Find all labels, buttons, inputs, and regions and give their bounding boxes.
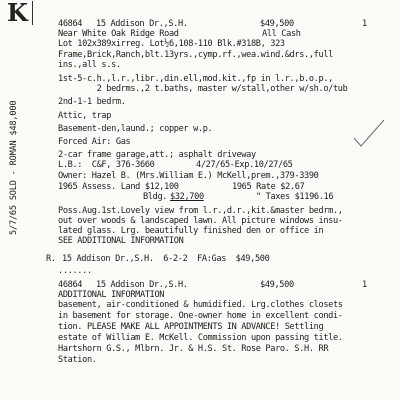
taxes: " Taxes $1196.16 bbox=[256, 192, 334, 202]
detail-line: 2nd-1-1 bedrm. bbox=[58, 97, 126, 107]
remarks-line: SEE ADDITIONAL INFORMATION bbox=[58, 236, 184, 246]
listing-number: 46864 bbox=[58, 19, 83, 29]
assessment-bldg-value: $32,700 bbox=[170, 192, 204, 202]
additional-info-line: in basement for storage. One-owner home in excellent condi- bbox=[58, 311, 343, 321]
handwritten-k-mark: K bbox=[7, 1, 33, 25]
detail-line: Lot 102x389xirreg. Lot½6,108-110 Blk.#318B, 323 bbox=[58, 39, 285, 49]
additional-info-line: basement, air-conditioned & humidified. Lrg.clothes closets bbox=[58, 300, 343, 310]
additional-info-heading: ADDITIONAL INFORMATION bbox=[58, 290, 165, 300]
sale-summary: 15 Addison Dr.,S.H. 6-2-2 FA:Gas $49,500 bbox=[62, 254, 270, 264]
listing-address-2: 15 Addison Dr.,S.H. bbox=[96, 280, 188, 290]
terms: All Cash bbox=[262, 29, 301, 39]
tax-rate: 1965 Rate $2.67 bbox=[232, 182, 305, 192]
separator-dots: ....... bbox=[58, 266, 92, 276]
check-mark-icon bbox=[352, 118, 386, 148]
listing-dates: 4/27/65-Exp.10/27/65 bbox=[196, 160, 293, 170]
remarks-line: out over woods & landscaped lawn. All picture windows insu- bbox=[58, 216, 343, 226]
detail-line: Attic, trap bbox=[58, 111, 112, 121]
page-number: 1 bbox=[362, 19, 367, 29]
detail-line: 2-car frame garage,att.; asphalt driveway bbox=[58, 150, 256, 160]
detail-line: Basement-den,laund.; copper w.p. bbox=[58, 124, 213, 134]
detail-line: Forced Air: Gas bbox=[58, 137, 131, 147]
owner-line: Owner: Hazel B. (Mrs.William E.) McKell,prem.,379-3390 bbox=[58, 171, 319, 181]
listing-address: 15 Addison Dr.,S.H. bbox=[96, 19, 188, 29]
additional-info-line: Station. bbox=[58, 355, 97, 365]
detail-line: 1st-5-c.h.,l.r.,libr.,din.ell,mod.kit.,fp in l.r.,b.o.p., bbox=[58, 74, 333, 84]
additional-info-line: estate of William E. McKell. Commission upon passing title. bbox=[58, 333, 343, 343]
additional-info-line: tion. PLEASE MAKE ALL APPOINTMENTS IN ADVANCE! Settling bbox=[58, 322, 324, 332]
remarks-line: Poss.Aug.1st.Lovely view from l.r.,d.r.,kit.&master bedrm., bbox=[58, 206, 343, 216]
assessment-bldg-label: Bldg. bbox=[143, 192, 168, 202]
sold-stamp-vertical: 5/7/65 SOLD - ROMAN $48,000 bbox=[9, 100, 19, 235]
listing-number-2: 46864 bbox=[58, 280, 83, 290]
additional-info-line: Hartshorn G.S., Mlbrn. Jr. & H.S. St. Rose Paro. S.H. RR bbox=[58, 344, 329, 354]
detail-line: ins.,all s.s. bbox=[58, 60, 121, 70]
detail-line: Frame,Brick,Ranch,blt.13yrs.,cymp.rf.,wea.wind.&drs.,full bbox=[58, 50, 333, 60]
assessment-land: 1965 Assess. Land $12,100 bbox=[58, 182, 179, 192]
remarks-line: lated glass. Lrg. beautifully finished den or office in bbox=[58, 226, 324, 236]
sale-mark: R. bbox=[46, 254, 56, 264]
listing-broker: L.B.: C&F, 376-3660 bbox=[58, 160, 155, 170]
page-number-2: 1 bbox=[362, 280, 367, 290]
location-note: Near White Oak Ridge Road bbox=[58, 29, 179, 39]
detail-line: 2 bedrms.,2 t.baths, master w/stall,other w/sh.o/tub bbox=[58, 84, 348, 94]
listing-price-2: $49,500 bbox=[260, 280, 294, 290]
listing-price: $49,500 bbox=[260, 19, 294, 29]
